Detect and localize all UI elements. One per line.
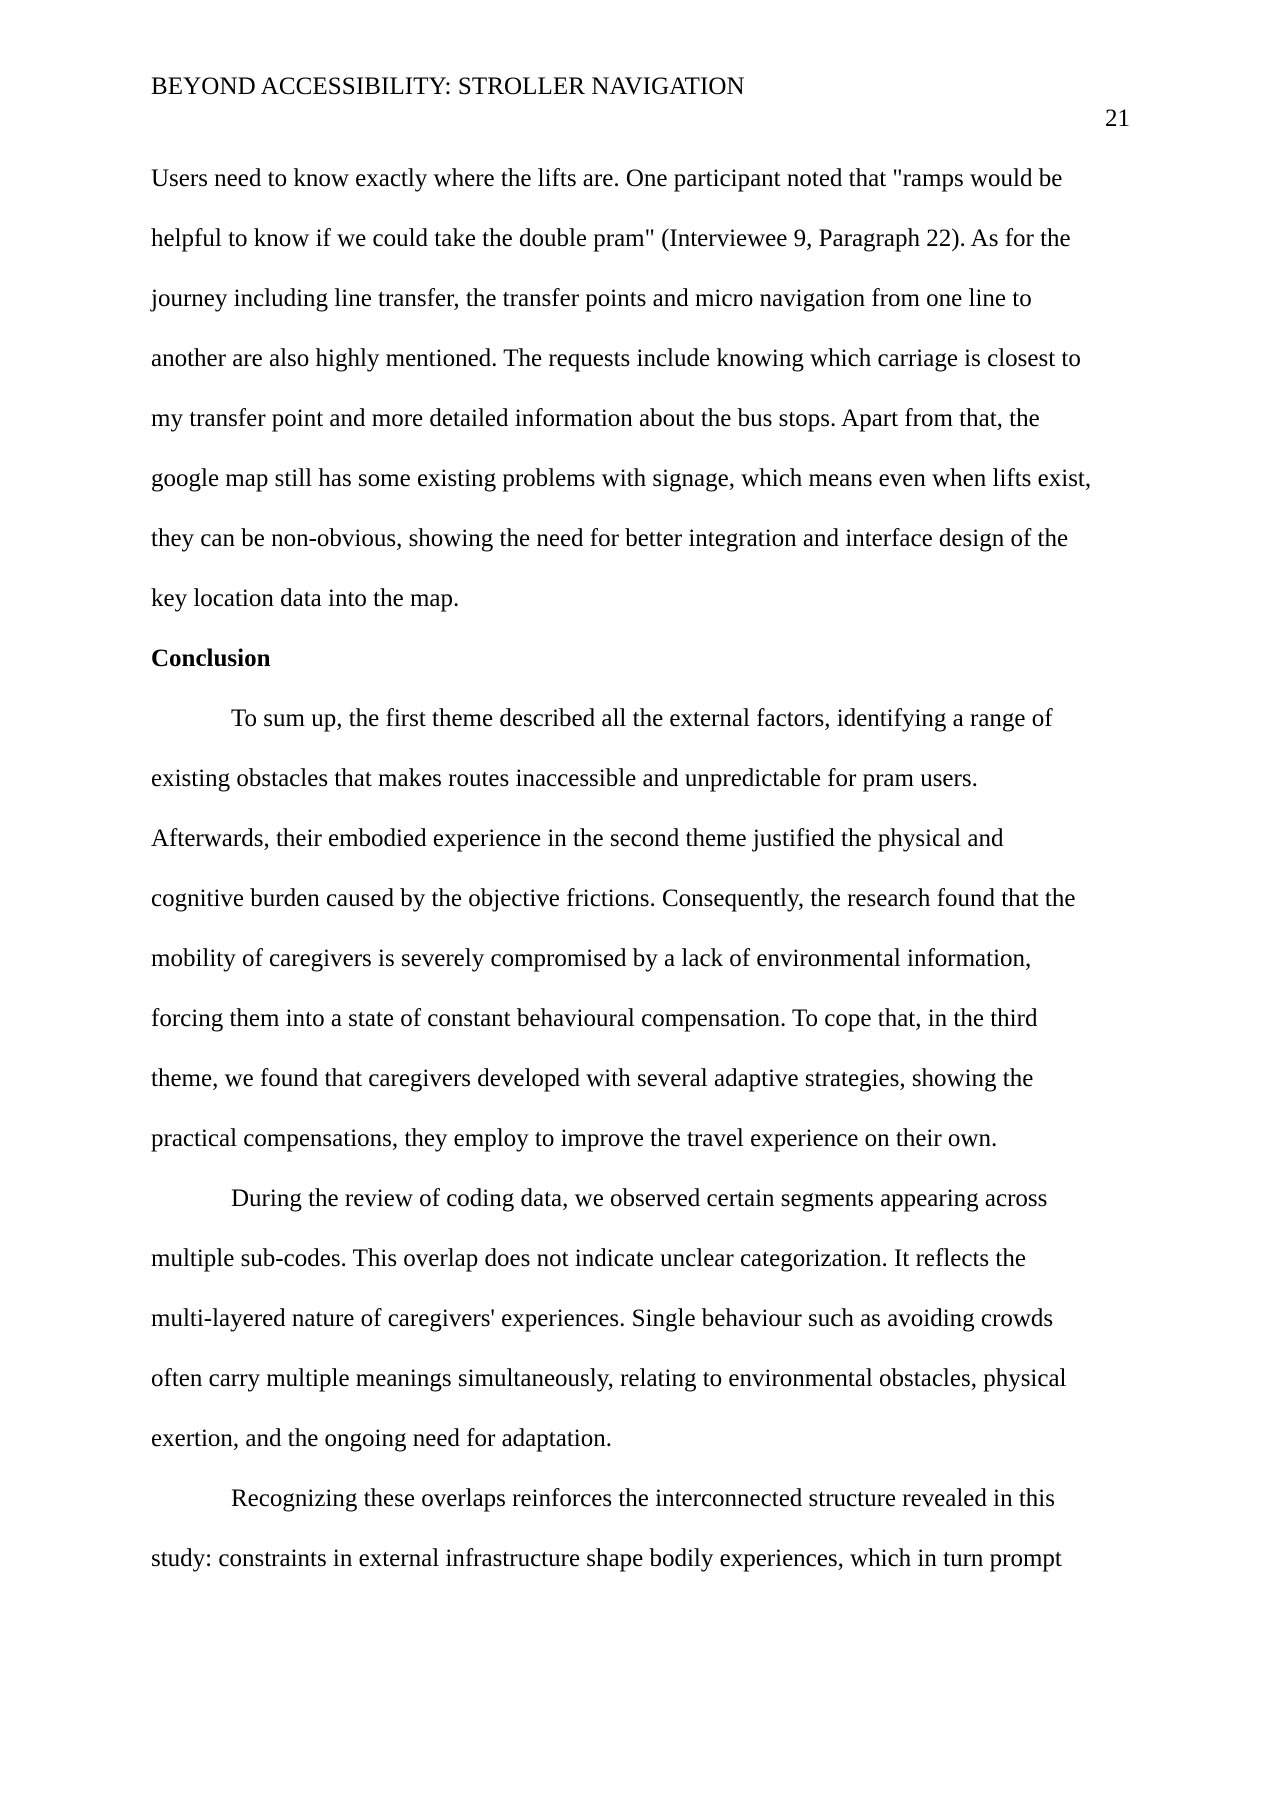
text-line: cognitive burden caused by the objective frictions. Consequently, the research found that the [151, 885, 1076, 912]
text-line: often carry multiple meanings simultaneously, relating to environmental obstacles, physical [151, 1365, 1067, 1392]
text-line: Users need to know exactly where the lifts are. One participant noted that "ramps would be [151, 165, 1063, 192]
text-line: google map still has some existing problems with signage, which means even when lifts exist, [151, 465, 1092, 492]
text-line: Recognizing these overlaps reinforces the interconnected structure revealed in this [231, 1485, 1055, 1512]
text-line: helpful to know if we could take the double pram" (Interviewee 9, Paragraph 22). As for the [151, 225, 1071, 252]
text-line: multiple sub-codes. This overlap does not indicate unclear categorization. It reflects the [151, 1245, 1026, 1272]
text-line: key location data into the map. [151, 585, 460, 612]
page-number: 21 [1105, 105, 1130, 132]
text-line: study: constraints in external infrastructure shape bodily experiences, which in turn prompt [151, 1545, 1062, 1572]
document-body [151, 164, 1141, 1604]
text-line: they can be non-obvious, showing the need for better integration and interface design of the [151, 525, 1069, 552]
text-line: another are also highly mentioned. The requests include knowing which carriage is closest to [151, 345, 1081, 372]
text-line: To sum up, the first theme described all the external factors, identifying a range of [231, 705, 1053, 732]
running-head: BEYOND ACCESSIBILITY: STROLLER NAVIGATION [151, 73, 745, 100]
text-line: During the review of coding data, we observed certain segments appearing across [231, 1185, 1048, 1212]
text-line: journey including line transfer, the transfer points and micro navigation from one line to [151, 285, 1032, 312]
text-line: my transfer point and more detailed information about the bus stops. Apart from that, the [151, 405, 1040, 432]
text-line: practical compensations, they employ to improve the travel experience on their own. [151, 1125, 998, 1152]
text-line: mobility of caregivers is severely compromised by a lack of environmental information, [151, 945, 1032, 972]
text-line: multi-layered nature of caregivers' experiences. Single behaviour such as avoiding crowds [151, 1305, 1054, 1332]
text-line: theme, we found that caregivers developed with several adaptive strategies, showing the [151, 1065, 1034, 1092]
text-line: exertion, and the ongoing need for adaptation. [151, 1425, 612, 1452]
text-line: Afterwards, their embodied experience in the second theme justified the physical and [151, 825, 1004, 852]
section-heading: Conclusion [151, 645, 271, 672]
text-line: forcing them into a state of constant behavioural compensation. To cope that, in the third [151, 1005, 1038, 1032]
text-line: existing obstacles that makes routes inaccessible and unpredictable for pram users. [151, 765, 978, 792]
